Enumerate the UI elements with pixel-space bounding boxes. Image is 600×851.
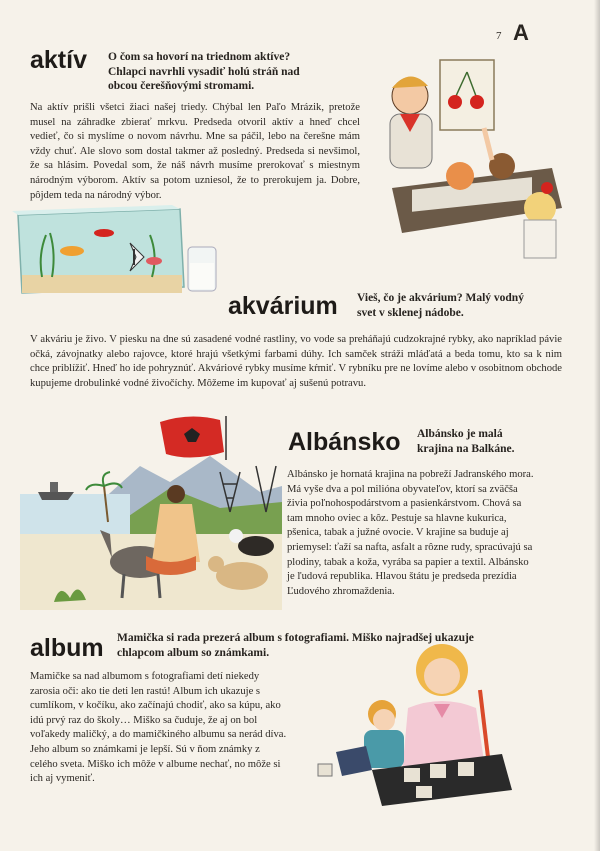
lead-album: Mamička si rada prezerá album s fotografiami. Miško najradšej ukazuje chlapcom album so známkami. xyxy=(117,632,474,659)
page-edge-shadow xyxy=(594,0,600,851)
headword-album: album xyxy=(30,634,104,662)
body-albansko: Albánsko je hornatá krajina na pobreží Jadranského mora. Má vyše dva a pol milióna obyvateľov, ktorí sa zväčša živia poľnohospodárstvom a pasienkárstvom. Chová sa tam mnoho oviec a kôz. Pestuje sa hlavne kukurica, pšenica, tabak a južné ovocie. V krajine sa buduje aj priemysel: ťaží sa nafta, asfalt a rôzne rudy, spracúvajú sa plodiny, tabak a koža, vyrába sa papier a textil. Albánsko je ľudová republika. Hlavou štátu je predseda prezídia Ľudového zhromaždenia. xyxy=(287,469,534,597)
lead-albansko: Albánsko je malá krajina na Balkáne. xyxy=(417,428,515,455)
headword-albansko: Albánsko xyxy=(288,428,401,456)
headword-aktiv: aktív xyxy=(30,46,87,74)
album-illustration xyxy=(312,634,527,812)
body-akvarium: V akváriu je živo. V piesku na dne sú zasadené vodné rastliny, vo vode sa preháňajú cudzokrajné rybky, ako napríklad pávie očká, závojnatky alebo rajovce, ktoré hrajú všetkými farbami dúhy. Ich samček stráži mláďatá a beda tomu, kto sa k nim chce priblížiť. Hneď ho ide pohryznúť. Akváriové rybky musíme kŕmiť. V rybníku pre ne lovíme alebo v osobitnom obchode kupujeme drobulinké vodné živočíchy. Môžeme im kupovať aj sušenú potravu. xyxy=(30,334,562,389)
lead-aktiv: O čom sa hovorí na triednom aktíve? Chlapci navrhli vysadiť holú stráň nad obcou čerešňovými stromami. xyxy=(108,51,300,92)
lead-akvarium: Vieš, čo je akvárium? Malý vodný svet v sklenej nádobe. xyxy=(357,292,524,319)
headword-akvarium: akvárium xyxy=(228,292,338,320)
albania-illustration xyxy=(20,412,282,610)
page-number: 7 xyxy=(496,30,502,42)
body-aktiv: Na aktív prišli všetci žiaci našej triedy. Chýbal len Paľo Mrázik, pretože musel na záhradke zbierať mrkvu. Predseda otvoril aktív a hneď chcel vedieť, čo si myslíme o novom návrhu. Mne sa páčil, lebo na čerešne mám vždy chuť. Ale slovo som dostal takmer až posledný. Predseda si nevšimol, že sa hlásim. Povedal som, že náš návrh musíme prerokovať s miestnym národným výborom. Aktív sa potom uzniesol, že to prerokujem ja. Dobre, pôjdem teda na národný výbor. xyxy=(30,102,360,201)
classroom-illustration xyxy=(352,48,567,263)
body-album: Mamičke sa nad albumom s fotografiami detí niekedy zarosia oči: ako tie deti len rastú! Album ich ukazuje s cumlíkom, v kočíku, ako začínajú chodiť, ako sa kúpu, ako idú prvý raz do školy… Miško sa čuduje, že aj on bol voľakedy maličký, a do mamičkiného albumu sa nerád díva. Jeho album so známkami je lepší. Sú v ňom známky z celého sveta. Miško ich môže v albume nechať, no môže si ich aj vymeniť. xyxy=(30,671,287,785)
aquarium-illustration xyxy=(12,205,222,297)
section-letter: A xyxy=(513,20,529,45)
